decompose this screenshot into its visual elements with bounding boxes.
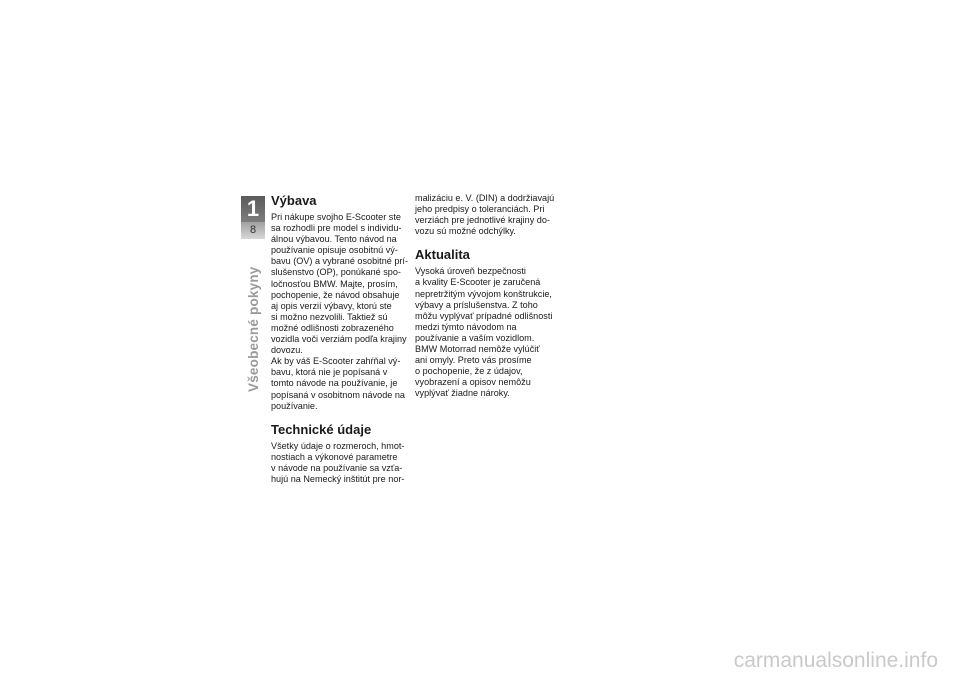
- text-line: vozidla voči verziám podľa krajiny: [271, 334, 407, 345]
- chapter-number: 1: [241, 196, 265, 222]
- paragraph-aktualita: [415, 266, 555, 399]
- text-line: si možno nezvolili. Taktiež sú: [271, 311, 388, 322]
- text-line: v návode na používanie sa vzťa-: [271, 462, 403, 473]
- text-line: používanie opisuje osobitnú vý-: [271, 245, 398, 256]
- heading-vybava: Výbava: [271, 193, 317, 208]
- text-line: vozu sú možné odchýlky.: [415, 226, 516, 237]
- text-line: álnou výbavou. Tento návod na: [271, 234, 397, 245]
- text-line: hujú na Nemecký inštitút pre nor-: [271, 473, 405, 484]
- text-line: ločnosťou BMW. Majte, prosím,: [271, 278, 398, 289]
- text-line: verziách pre jednotlivé krajiny do-: [415, 215, 550, 226]
- text-line: možné odlišnosti zobrazeného: [271, 322, 394, 333]
- text-line: Ak by váš E-Scooter zahŕňal vý-: [271, 356, 401, 367]
- text-line: môžu vyplývať prípadné odlišnosti: [415, 310, 553, 321]
- paragraph-technicke-udaje: [271, 441, 411, 485]
- text-line: BMW Motorrad nemôže vylúčiť: [415, 344, 540, 355]
- text-line: vyplývať žiadne nároky.: [415, 388, 510, 399]
- text-line: o pochopenie, že z údajov,: [415, 366, 523, 377]
- text-line: vyobrazení a opisov nemôžu: [415, 377, 531, 388]
- paragraph-vybava: [271, 212, 411, 412]
- text-line: pochopenie, že návod obsahuje: [271, 289, 400, 300]
- text-line: bavu, ktorá nie je popísaná v: [271, 367, 388, 378]
- text-line: používanie.: [271, 400, 318, 411]
- heading-technicke-udaje: Technické údaje: [271, 421, 372, 437]
- text-line: nepretržitým vývojom konštrukcie,: [415, 288, 552, 299]
- text-line: jeho predpisy o toleranciách. Pri: [415, 204, 545, 215]
- watermark-text: carmanualsonline.info: [733, 649, 938, 672]
- text-line: tomto návode na používanie, je: [271, 378, 398, 389]
- text-line: slušenstvo (OP), ponúkané spo-: [271, 267, 401, 278]
- text-line: Všetky údaje o rozmeroch, hmot-: [271, 440, 405, 451]
- column-right: [415, 193, 555, 400]
- heading-aktualita: Aktualita: [415, 247, 470, 263]
- paragraph-technicke-continued: [415, 193, 555, 237]
- text-line: a kvality E-Scooter je zaručená: [415, 277, 541, 288]
- text-line: popísaná v osobitnom návode na: [271, 389, 405, 400]
- text-line: výbavy a príslušenstva. Z toho: [415, 299, 538, 310]
- text-line: Pri nákupe svojho E-Scooter ste: [271, 212, 401, 222]
- page-number: 8: [241, 222, 265, 239]
- text-line: používanie a vaším vozidlom.: [415, 332, 535, 343]
- text-line: malizáciu e. V. (DIN) a dodržiavajú: [415, 193, 555, 203]
- chapter-tab: [241, 196, 265, 240]
- text-line: Vysoká úroveň bezpečnosti: [415, 266, 526, 277]
- text-line: sa rozhodli pre model s individu-: [271, 223, 402, 234]
- text-line: nostiach a výkonové parametre: [271, 451, 398, 462]
- text-line: bavu (OV) a vybrané osobitné prí-: [271, 256, 408, 267]
- text-line: ani omyly. Preto vás prosíme: [415, 355, 532, 366]
- text-line: aj opis verzií výbavy, ktorú ste: [271, 300, 392, 311]
- text-line: medzi týmto návodom na: [415, 321, 517, 332]
- column-left: [271, 193, 411, 485]
- chapter-title: Všeobecné pokyny: [246, 266, 261, 392]
- text-line: dovozu.: [271, 345, 303, 356]
